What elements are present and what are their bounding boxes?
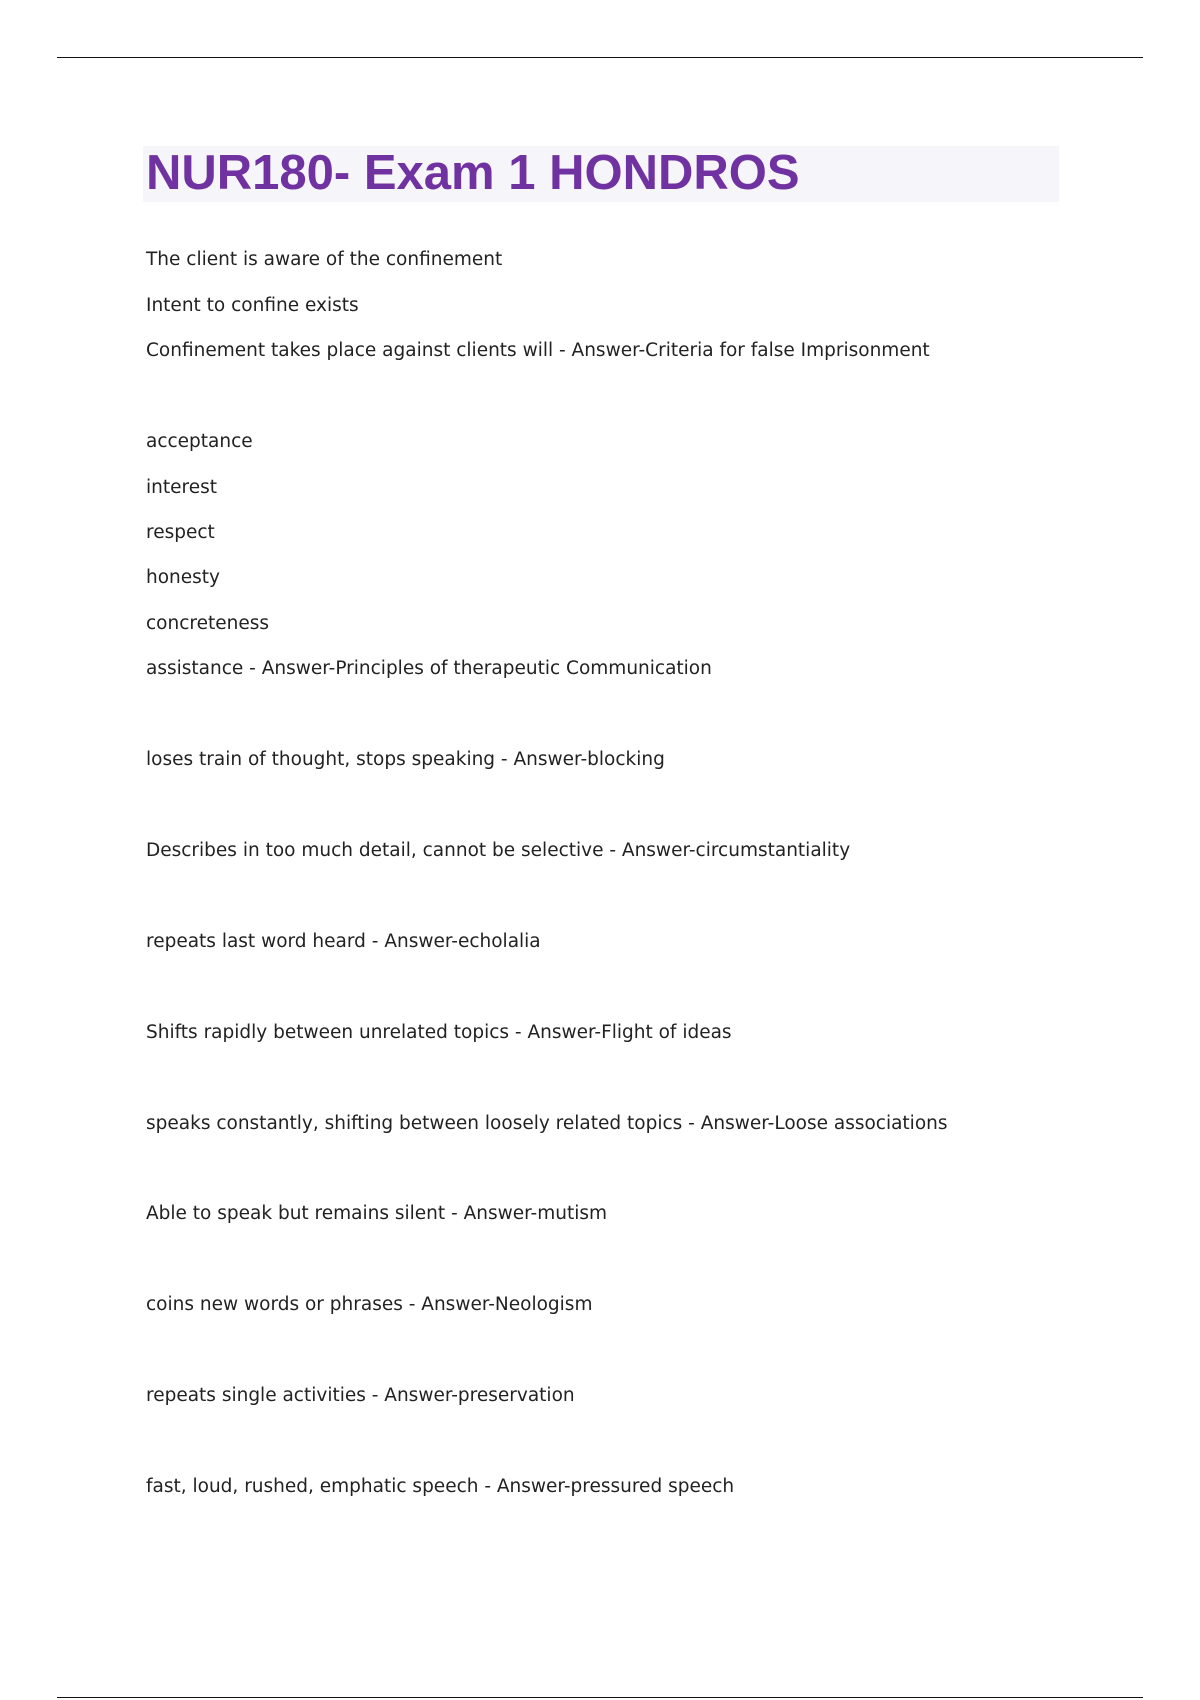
qa-entry-neologism: coins new words or phrases - Answer-Neologism: [146, 1294, 593, 1315]
text-line: respect: [146, 522, 215, 543]
qa-entry-preservation: repeats single activities - Answer-preservation: [146, 1385, 575, 1406]
qa-entry-circumstantiality: Describes in too much detail, cannot be selective - Answer-circumstantiality: [146, 840, 851, 861]
text-line: The client is aware of the confinement: [146, 249, 503, 270]
qa-entry-flight-of-ideas: Shifts rapidly between unrelated topics - Answer-Flight of ideas: [146, 1022, 732, 1043]
qa-entry-loose-associations: speaks constantly, shifting between loosely related topics - Answer-Loose associations: [146, 1113, 948, 1134]
text-line: Intent to confine exists: [146, 295, 359, 316]
page-top-rule: [57, 57, 1143, 58]
document-title: NUR180- Exam 1 HONDROS: [146, 146, 800, 200]
text-line: honesty: [146, 567, 220, 588]
text-line: acceptance: [146, 431, 253, 452]
text-line: Confinement takes place against clients will - Answer-Criteria for false Imprisonment: [146, 340, 930, 361]
qa-entry-pressured-speech: fast, loud, rushed, emphatic speech - Answer-pressured speech: [146, 1476, 735, 1497]
qa-entry-blocking: loses train of thought, stops speaking - Answer-blocking: [146, 749, 665, 770]
page-bottom-rule: [57, 1697, 1143, 1698]
text-line: assistance - Answer-Principles of therapeutic Communication: [146, 658, 712, 679]
qa-entry-echolalia: repeats last word heard - Answer-echolalia: [146, 931, 541, 952]
qa-entry-mutism: Able to speak but remains silent - Answer-mutism: [146, 1203, 608, 1224]
text-line: concreteness: [146, 613, 269, 634]
text-line: interest: [146, 477, 217, 498]
